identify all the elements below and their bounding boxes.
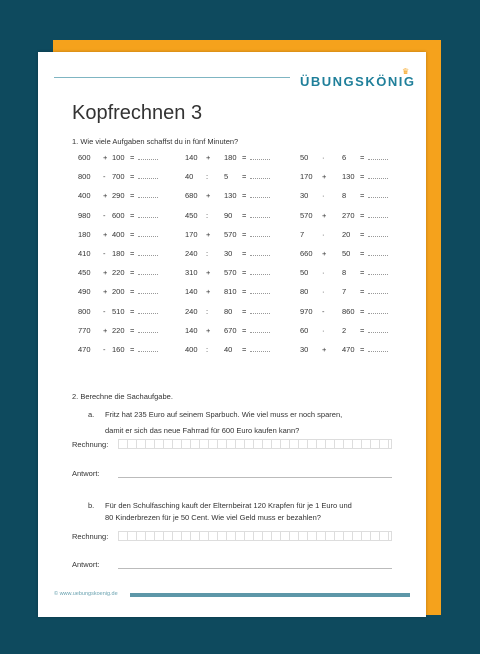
task-b-marker: b. — [88, 501, 95, 510]
operator: + — [206, 287, 211, 297]
operand-a: 80 — [300, 287, 309, 297]
answer-blank[interactable] — [138, 351, 158, 352]
operand-a: 450 — [185, 210, 198, 220]
answer-blank[interactable] — [368, 274, 388, 275]
operator: : — [206, 345, 209, 354]
operator: · — [322, 325, 325, 335]
answer-blank[interactable] — [138, 178, 158, 179]
answer-blank[interactable] — [250, 313, 270, 314]
operator: + — [322, 345, 327, 354]
task-b-line-2: 80 Kinderbrezen für je 50 Cent. Wie viel Geld muss er bezahlen? — [105, 513, 321, 522]
operand-a: 410 — [78, 249, 91, 258]
equals-sign: = — [130, 153, 135, 162]
operand-b: 470 — [342, 345, 355, 354]
operand-b: 130 — [224, 191, 237, 201]
equals-sign: = — [130, 345, 135, 354]
operator: · — [322, 153, 325, 162]
answer-blank[interactable] — [368, 332, 388, 333]
operator: + — [103, 191, 108, 201]
operand-b: 270 — [342, 210, 355, 220]
operand-b: 290 — [112, 191, 125, 201]
equals-sign: = — [130, 306, 135, 316]
equals-sign: = — [242, 268, 247, 278]
equals-sign: = — [242, 210, 247, 220]
operand-b: 90 — [224, 210, 233, 220]
operator: - — [103, 345, 106, 354]
operator: · — [322, 229, 325, 239]
equals-sign: = — [242, 229, 247, 239]
operand-b: 20 — [342, 229, 351, 239]
operand-b: 160 — [112, 345, 125, 354]
answer-blank[interactable] — [368, 159, 388, 160]
operand-a: 660 — [300, 249, 313, 258]
equals-sign: = — [130, 172, 135, 182]
task-a-line-1: Fritz hat 235 Euro auf seinem Sparbuch. Wie viel muss er noch sparen, — [105, 410, 343, 419]
equals-sign: = — [242, 345, 247, 354]
answer-blank[interactable] — [368, 313, 388, 314]
task-a-marker: a. — [88, 410, 95, 419]
operator: + — [103, 268, 108, 278]
operand-b: 5 — [224, 172, 229, 182]
header-rule — [54, 77, 290, 78]
equals-sign: = — [360, 153, 365, 162]
equals-sign: = — [242, 287, 247, 297]
operator: : — [206, 210, 209, 220]
operand-b: 50 — [342, 249, 351, 258]
operand-a: 50 — [300, 268, 309, 278]
rechnung-label-b: Rechnung: — [72, 532, 109, 541]
operand-a: 140 — [185, 287, 198, 297]
operator: + — [103, 287, 108, 297]
antwort-line-a[interactable] — [118, 477, 392, 478]
equals-sign: = — [360, 172, 365, 182]
operand-b: 180 — [112, 249, 125, 258]
operand-a: 800 — [78, 306, 91, 316]
operator: + — [206, 229, 211, 239]
equals-sign: = — [242, 191, 247, 201]
brand-logo: ÜBUNGSKÖNIG — [300, 74, 416, 89]
operator: + — [322, 249, 327, 258]
operand-a: 490 — [78, 287, 91, 297]
operator: + — [322, 210, 327, 220]
task-b-line-1: Für den Schulfasching kauft der Elternbeirat 120 Krapfen für je 1 Euro und — [105, 501, 352, 510]
rechnung-grid-a[interactable] — [118, 439, 392, 449]
operand-a: 30 — [300, 191, 309, 201]
equals-sign: = — [130, 268, 135, 278]
operand-a: 50 — [300, 153, 309, 162]
operator: + — [322, 172, 327, 182]
operand-b: 220 — [112, 325, 125, 335]
operand-b: 670 — [224, 325, 237, 335]
operator: - — [103, 249, 106, 258]
operand-b: 8 — [342, 191, 347, 201]
operand-a: 570 — [300, 210, 313, 220]
equals-sign: = — [242, 249, 247, 258]
operator: : — [206, 172, 209, 182]
equals-sign: = — [242, 153, 247, 162]
equals-sign: = — [360, 287, 365, 297]
operator: + — [103, 153, 108, 162]
operand-a: 800 — [78, 172, 91, 182]
operand-b: 860 — [342, 306, 355, 316]
answer-blank[interactable] — [250, 274, 270, 275]
answer-blank[interactable] — [138, 255, 158, 256]
answer-blank[interactable] — [138, 332, 158, 333]
answer-blank[interactable] — [138, 217, 158, 218]
answer-blank[interactable] — [138, 274, 158, 275]
operand-a: 60 — [300, 325, 309, 335]
operand-a: 170 — [185, 229, 198, 239]
answer-blank[interactable] — [368, 293, 388, 294]
answer-blank[interactable] — [368, 197, 388, 198]
answer-blank[interactable] — [368, 351, 388, 352]
answer-blank[interactable] — [138, 293, 158, 294]
equals-sign: = — [360, 268, 365, 278]
operand-b: 180 — [224, 153, 237, 162]
answer-blank[interactable] — [250, 293, 270, 294]
answer-blank[interactable] — [250, 178, 270, 179]
operand-a: 600 — [78, 153, 91, 162]
answer-blank[interactable] — [138, 313, 158, 314]
operator: : — [206, 249, 209, 258]
equals-sign: = — [360, 325, 365, 335]
answer-blank[interactable] — [250, 255, 270, 256]
operand-a: 310 — [185, 268, 198, 278]
rechnung-grid-b[interactable] — [118, 531, 392, 541]
operand-a: 240 — [185, 306, 198, 316]
operator: + — [206, 268, 211, 278]
equals-sign: = — [360, 306, 365, 316]
operand-b: 600 — [112, 210, 125, 220]
operator: + — [206, 153, 211, 162]
operand-a: 30 — [300, 345, 309, 354]
operand-a: 770 — [78, 325, 91, 335]
page-title: Kopfrechnen 3 — [72, 102, 203, 124]
operand-b: 220 — [112, 268, 125, 278]
question-2: 2. Berechne die Sachaufgabe. — [72, 392, 173, 401]
operand-b: 6 — [342, 153, 347, 162]
operand-b: 7 — [342, 287, 347, 297]
equals-sign: = — [130, 325, 135, 335]
operand-b: 200 — [112, 287, 125, 297]
operand-b: 810 — [224, 287, 237, 297]
operator: · — [322, 268, 325, 278]
operand-b: 570 — [224, 229, 237, 239]
operand-b: 2 — [342, 325, 347, 335]
equals-sign: = — [130, 229, 135, 239]
answer-blank[interactable] — [368, 236, 388, 237]
footer-url: © www.uebungskoenig.de — [54, 591, 118, 597]
answer-blank[interactable] — [250, 351, 270, 352]
operand-a: 450 — [78, 268, 91, 278]
equals-sign: = — [130, 287, 135, 297]
equals-sign: = — [130, 249, 135, 258]
operand-b: 510 — [112, 306, 125, 316]
operand-b: 400 — [112, 229, 125, 239]
operator: · — [322, 287, 325, 297]
operator: + — [206, 191, 211, 201]
answer-blank[interactable] — [250, 159, 270, 160]
crown-icon: ♛ — [402, 67, 410, 76]
antwort-label-a: Antwort: — [72, 469, 100, 478]
operator: - — [322, 306, 325, 316]
operand-a: 7 — [300, 229, 305, 239]
operator: - — [103, 210, 106, 220]
operand-a: 240 — [185, 249, 198, 258]
operand-b: 570 — [224, 268, 237, 278]
equals-sign: = — [242, 325, 247, 335]
worksheet — [38, 52, 426, 617]
task-a-line-2: damit er sich das neue Fahrrad für 600 Euro kaufen kann? — [105, 426, 300, 435]
answer-blank[interactable] — [250, 236, 270, 237]
equals-sign: = — [360, 210, 365, 220]
equals-sign: = — [360, 229, 365, 239]
question-1: 1. Wie viele Aufgaben schaffst du in fünf Minuten? — [72, 137, 239, 146]
antwort-line-b[interactable] — [118, 568, 392, 569]
antwort-label-b: Antwort: — [72, 560, 100, 569]
answer-blank[interactable] — [250, 217, 270, 218]
operator: + — [103, 325, 108, 335]
answer-blank[interactable] — [138, 159, 158, 160]
operand-a: 980 — [78, 210, 91, 220]
operand-b: 130 — [342, 172, 355, 182]
operand-a: 140 — [185, 325, 198, 335]
footer-bar — [130, 593, 410, 597]
equals-sign: = — [360, 249, 365, 258]
equals-sign: = — [130, 210, 135, 220]
answer-blank[interactable] — [250, 197, 270, 198]
answer-blank[interactable] — [368, 217, 388, 218]
equals-sign: = — [360, 345, 365, 354]
operand-a: 40 — [185, 172, 194, 182]
operand-b: 80 — [224, 306, 233, 316]
answer-blank[interactable] — [368, 178, 388, 179]
answer-blank[interactable] — [138, 236, 158, 237]
equals-sign: = — [242, 172, 247, 182]
operand-a: 680 — [185, 191, 198, 201]
operator: - — [103, 306, 106, 316]
operand-a: 170 — [300, 172, 313, 182]
operand-a: 400 — [78, 191, 91, 201]
operand-a: 140 — [185, 153, 198, 162]
equals-sign: = — [242, 306, 247, 316]
operand-b: 30 — [224, 249, 233, 258]
operator: + — [206, 325, 211, 335]
answer-blank[interactable] — [368, 255, 388, 256]
answer-blank[interactable] — [138, 197, 158, 198]
operand-a: 970 — [300, 306, 313, 316]
operand-a: 400 — [185, 345, 198, 354]
operator: · — [322, 191, 325, 201]
operator: - — [103, 172, 106, 182]
operand-b: 100 — [112, 153, 125, 162]
operator: : — [206, 306, 209, 316]
operand-b: 700 — [112, 172, 125, 182]
rechnung-label-a: Rechnung: — [72, 440, 109, 449]
operand-a: 180 — [78, 229, 91, 239]
operand-a: 470 — [78, 345, 91, 354]
operand-b: 40 — [224, 345, 233, 354]
answer-blank[interactable] — [250, 332, 270, 333]
equals-sign: = — [360, 191, 365, 201]
equals-sign: = — [130, 191, 135, 201]
operand-b: 8 — [342, 268, 347, 278]
operator: + — [103, 229, 108, 239]
